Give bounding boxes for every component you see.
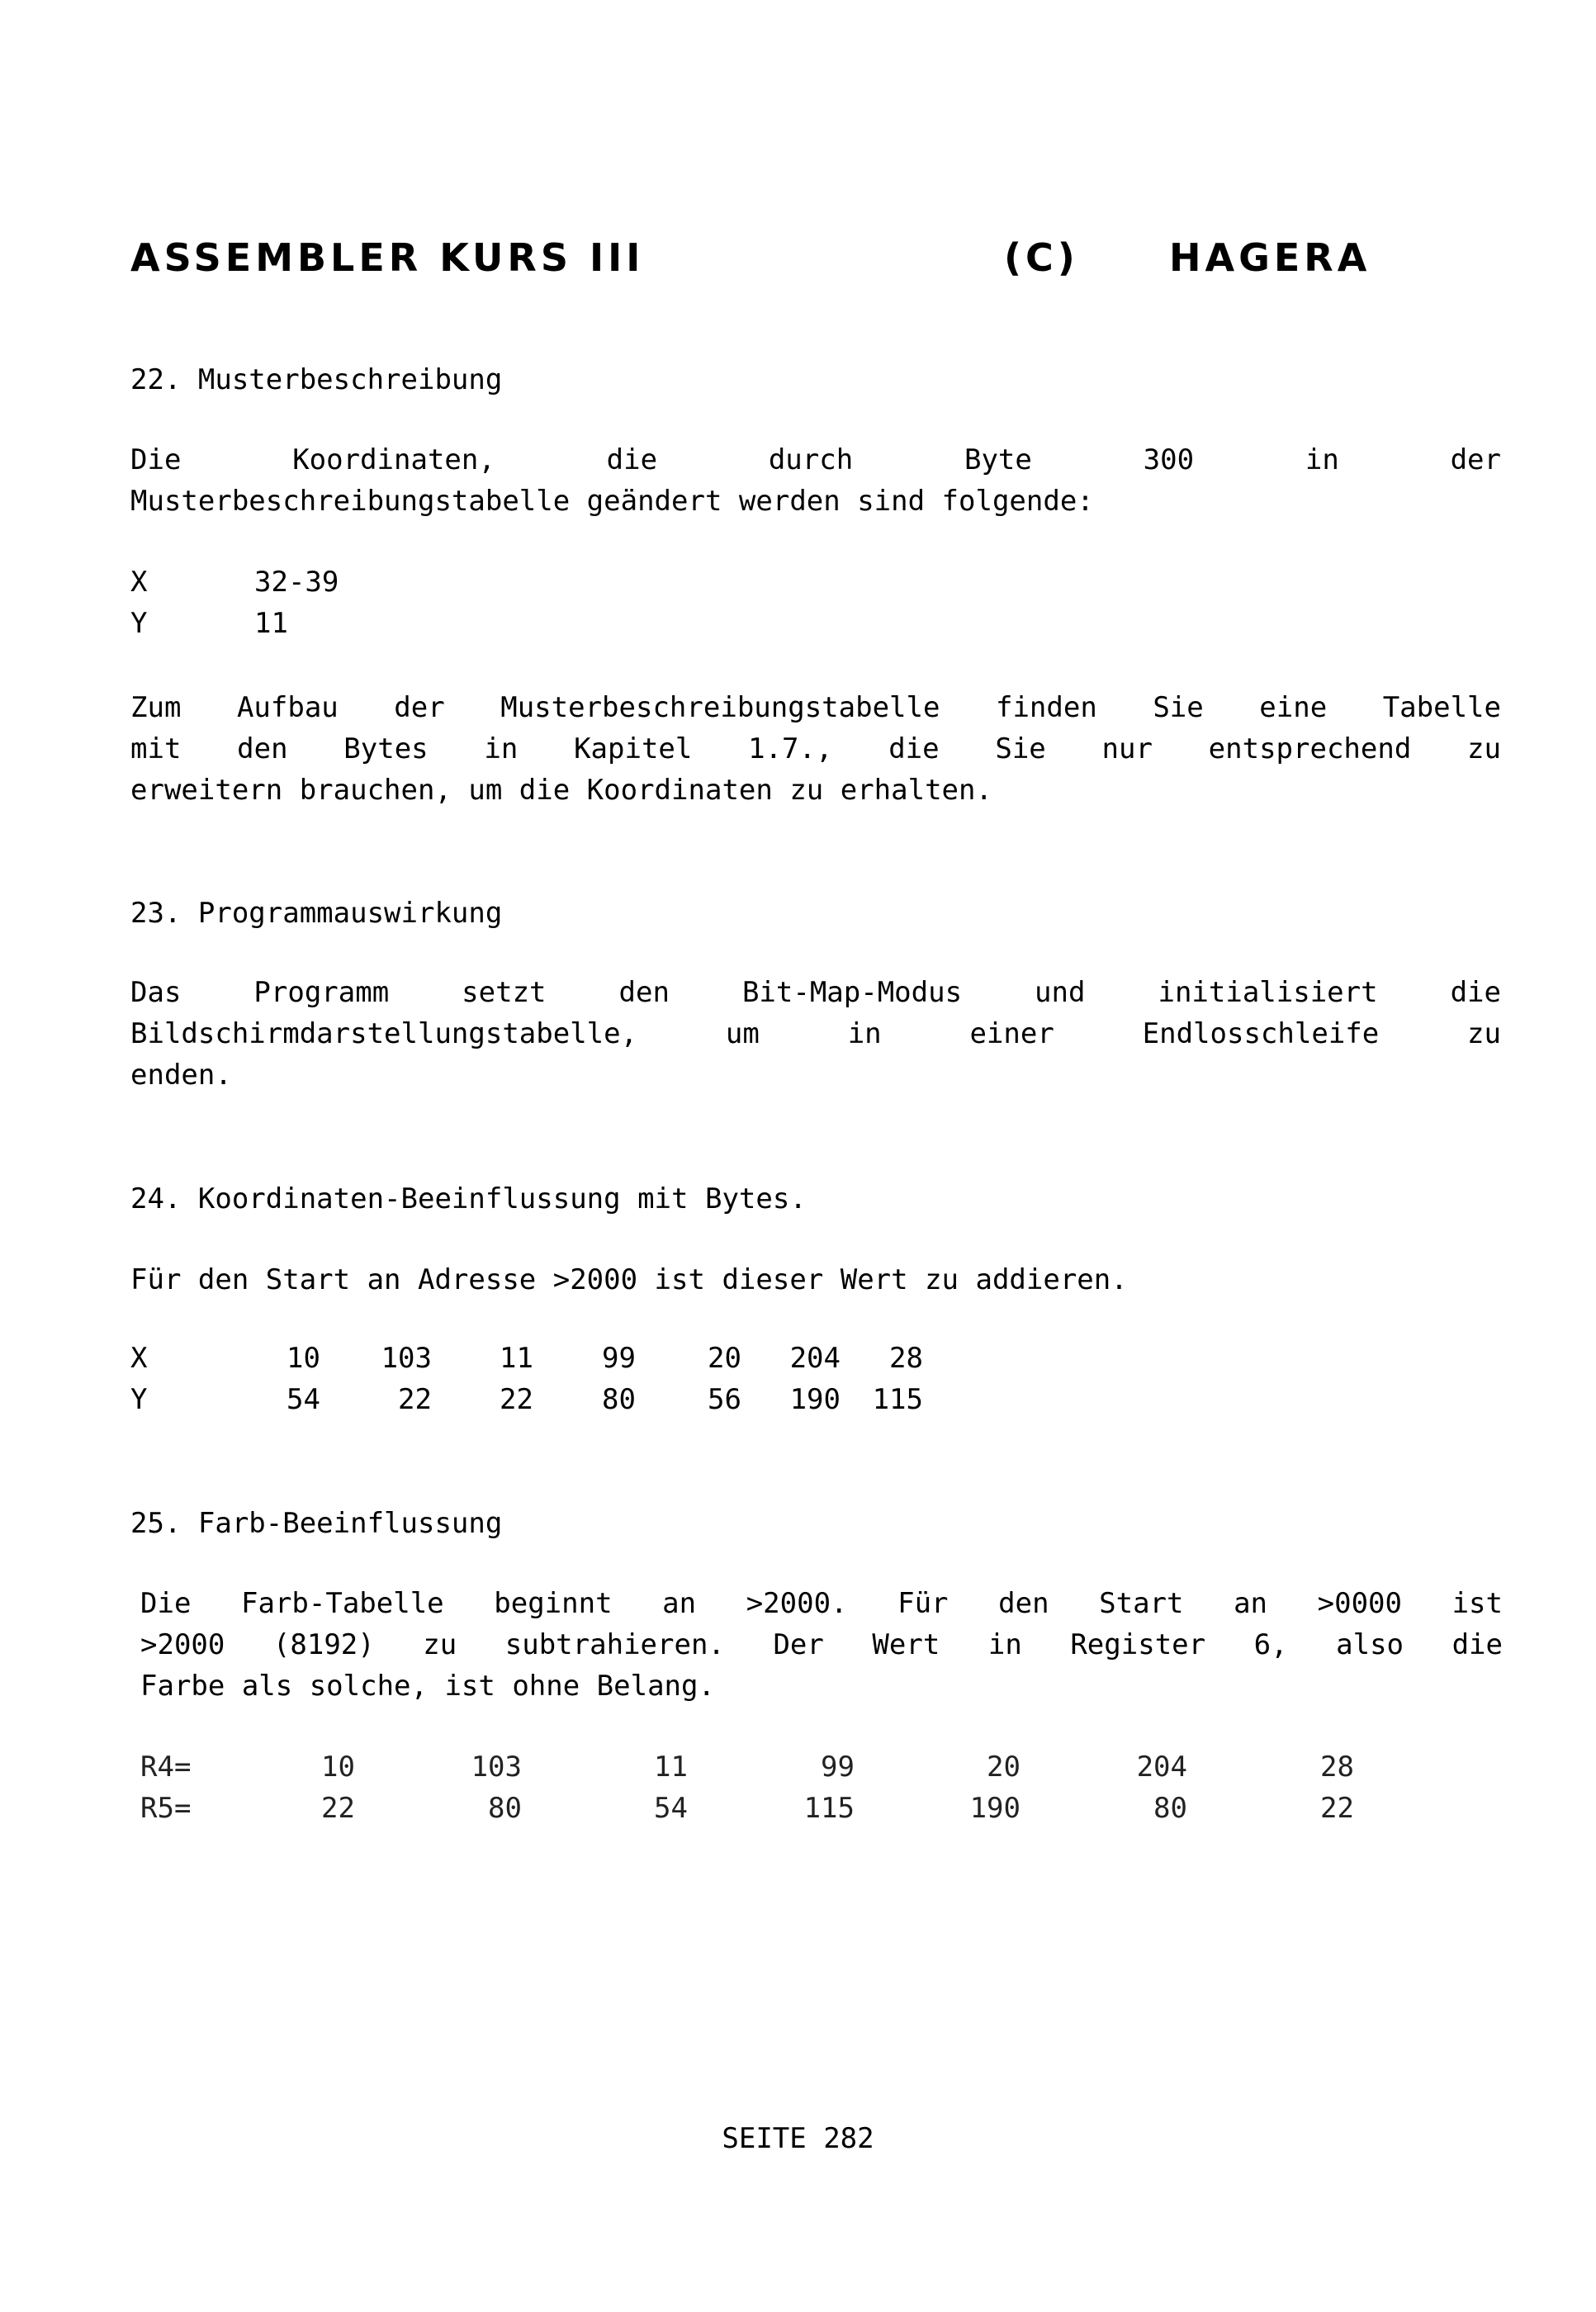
paragraph-line: Das Programm setzt den Bit-Map-Modus und initialisiert die bbox=[130, 976, 1501, 1009]
section-24-paragraph bbox=[130, 1259, 1501, 1300]
table-cell: 54 bbox=[654, 1792, 688, 1825]
header-author: HAGERA bbox=[1169, 235, 1371, 280]
paragraph-line: mit den Bytes in Kapitel 1.7., die Sie nur entsprechend zu bbox=[130, 732, 1501, 765]
paragraph-line: enden. bbox=[130, 1059, 232, 1092]
paragraph-line: Musterbeschreibungstabelle geändert werden sind folgende: bbox=[130, 485, 1094, 518]
table-cell: 22 bbox=[1320, 1792, 1354, 1825]
paragraph-line: Farbe als solche, ist ohne Belang. bbox=[140, 1670, 715, 1703]
table-cell: 103 bbox=[471, 1751, 522, 1784]
table-cell: 115 bbox=[803, 1792, 855, 1825]
section-25-paragraph bbox=[140, 1583, 1503, 1707]
table-cell: 20 bbox=[708, 1342, 741, 1375]
page-header bbox=[130, 235, 1472, 285]
paragraph-line: Die Koordinaten, die durch Byte 300 in der bbox=[130, 443, 1501, 476]
table-cell: 54 bbox=[287, 1383, 320, 1416]
section-23-title: 23. Programmauswirkung bbox=[130, 897, 503, 930]
table-cell: 99 bbox=[602, 1342, 636, 1375]
paragraph-line: Zum Aufbau der Musterbeschreibungstabelle finden Sie eine Tabelle bbox=[130, 691, 1501, 724]
header-title: ASSEMBLER KURS III bbox=[130, 235, 645, 280]
table-row-label: X bbox=[130, 1342, 148, 1375]
table-cell: 22 bbox=[500, 1383, 533, 1416]
table-cell: 11 bbox=[654, 1751, 688, 1784]
table-cell: 115 bbox=[872, 1383, 923, 1416]
table-cell: 80 bbox=[488, 1792, 522, 1825]
paragraph-line: Bildschirmdarstellungstabelle, um in einer Endlosschleife zu bbox=[130, 1017, 1501, 1050]
table-row-label: Y bbox=[130, 1383, 148, 1416]
table-cell: 20 bbox=[987, 1751, 1021, 1784]
table-cell: 80 bbox=[602, 1383, 636, 1416]
table-cell: 28 bbox=[1320, 1751, 1354, 1784]
table-row-label: R5= bbox=[140, 1792, 192, 1825]
table-cell: 22 bbox=[398, 1383, 432, 1416]
section-24-title: 24. Koordinaten-Beeinflussung mit Bytes. bbox=[130, 1182, 807, 1215]
table-cell: 204 bbox=[1136, 1751, 1187, 1784]
paragraph-line: Für den Start an Adresse >2000 ist dieser Wert zu addieren. bbox=[130, 1263, 1128, 1296]
table-cell: 204 bbox=[789, 1342, 841, 1375]
section-22-title: 22. Musterbeschreibung bbox=[130, 363, 503, 396]
section-22-paragraph-2 bbox=[130, 687, 1501, 811]
table-cell: 10 bbox=[287, 1342, 320, 1375]
table-cell: 56 bbox=[708, 1383, 741, 1416]
table-cell: 99 bbox=[821, 1751, 855, 1784]
paragraph-line: erweitern brauchen, um die Koordinaten zu erhalten. bbox=[130, 774, 992, 807]
header-copyright: (C) bbox=[1004, 235, 1079, 280]
table-cell: 10 bbox=[321, 1751, 355, 1784]
section-25-title: 25. Farb-Beeinflussung bbox=[130, 1507, 503, 1540]
coord-label-x: X bbox=[130, 566, 148, 599]
table-cell: 80 bbox=[1153, 1792, 1187, 1825]
coord-label-y: Y bbox=[130, 607, 148, 640]
table-cell: 190 bbox=[969, 1792, 1021, 1825]
coord-value-x: 32-39 bbox=[254, 566, 339, 599]
section-22-coords bbox=[130, 566, 461, 648]
table-cell: 22 bbox=[321, 1792, 355, 1825]
table-cell: 103 bbox=[381, 1342, 432, 1375]
table-row-label: R4= bbox=[140, 1751, 192, 1784]
table-cell: 190 bbox=[789, 1383, 841, 1416]
section-23-paragraph bbox=[130, 972, 1501, 1096]
paragraph-line: Die Farb-Tabelle beginnt an >2000. Für den Start an >0000 ist bbox=[140, 1587, 1503, 1620]
section-22-paragraph bbox=[130, 439, 1501, 522]
page-number: SEITE 282 bbox=[722, 2122, 874, 2155]
section-24-table bbox=[130, 1342, 1039, 1424]
paragraph-line: >2000 (8192) zu subtrahieren. Der Wert in Register 6, also die bbox=[140, 1628, 1503, 1661]
table-cell: 11 bbox=[500, 1342, 533, 1375]
coord-value-y: 11 bbox=[254, 607, 288, 640]
table-cell: 28 bbox=[889, 1342, 923, 1375]
section-25-table bbox=[140, 1751, 1461, 1833]
